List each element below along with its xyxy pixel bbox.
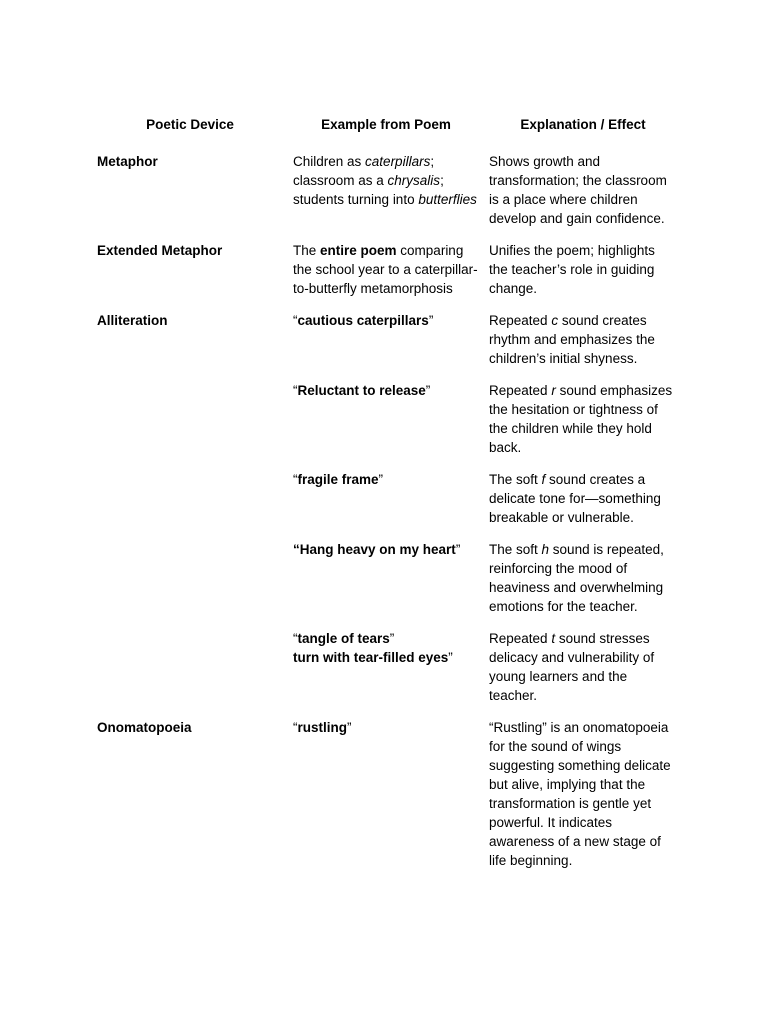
effect-cell: [484, 540, 682, 629]
device-cell: [92, 381, 288, 470]
text-segment: “Hang heavy on my heart: [293, 542, 456, 557]
text-segment: Repeated: [489, 383, 552, 398]
effect-cell: [484, 241, 682, 311]
text-segment: The soft: [489, 542, 542, 557]
device-cell: Alliteration: [97, 313, 168, 328]
table-row: [92, 381, 682, 470]
device-cell: Onomatopoeia: [97, 720, 192, 735]
text-segment: ; classroom as a: [293, 154, 435, 188]
device-cell: Metaphor: [97, 154, 158, 169]
text-segment: The soft: [489, 472, 542, 487]
example-cell: [288, 381, 484, 470]
text-segment: chrysalis: [387, 173, 441, 188]
text-segment: ; students turning into: [293, 173, 444, 207]
text-segment: h: [541, 542, 550, 557]
text-segment: “: [293, 472, 298, 487]
table-row: [92, 540, 682, 629]
header-row: [92, 115, 682, 152]
example-cell: [288, 540, 484, 629]
text-segment: ”: [378, 472, 384, 487]
text-segment: “: [293, 720, 298, 735]
text-segment: Children as: [293, 154, 366, 169]
text-segment: c: [551, 313, 559, 328]
device-cell: [92, 629, 288, 718]
header-example: Example from Poem: [321, 117, 451, 132]
effect-cell: [484, 152, 682, 241]
text-segment: ”: [347, 720, 352, 735]
text-segment: rustling: [297, 720, 347, 735]
table-body: [92, 152, 682, 883]
effect-cell: [484, 381, 682, 470]
text-segment: Unifies the poem; highlights the teacher’s role in guiding change.: [489, 243, 655, 296]
poetic-devices-table: [92, 115, 682, 883]
text-segment: butterflies: [418, 192, 477, 207]
text-segment: ”: [455, 542, 461, 557]
header-poetic-device: Poetic Device: [146, 117, 234, 132]
text-segment: “: [293, 383, 298, 398]
text-segment: ”: [425, 383, 431, 398]
device-cell: [92, 540, 288, 629]
device-cell: Extended Metaphor: [97, 243, 223, 258]
effect-cell: [484, 629, 682, 718]
table-header: [92, 115, 682, 152]
text-segment: sound stresses delicacy and vulnerability of young learners and the teacher.: [489, 631, 655, 703]
effect-cell: [484, 718, 682, 883]
example-cell: [288, 241, 484, 311]
text-segment: fragile frame: [297, 472, 379, 487]
table-row: [92, 470, 682, 540]
text-segment: Shows growth and transformation; the classroom is a place where children develop and gain confidence.: [489, 154, 667, 226]
text-segment: sound creates rhythm and emphasizes the children’s initial shyness.: [489, 313, 655, 366]
text-segment: The: [293, 243, 321, 258]
text-segment: cautious caterpillars: [297, 313, 429, 328]
text-segment: sound emphasizes the hesitation or tightness of the children while they hold back.: [489, 383, 673, 455]
table-row: [92, 718, 682, 883]
example-cell: [288, 152, 484, 241]
text-segment: “: [293, 313, 298, 328]
text-segment: sound is repeated, reinforcing the mood of heaviness and overwhelming emotions for the teacher.: [489, 542, 664, 614]
text-segment: comparing the school year to a caterpillar-to-butterfly metamorphosis: [293, 243, 478, 296]
text-segment: r: [551, 383, 556, 398]
example-cell: [288, 718, 484, 883]
example-cell: [288, 470, 484, 540]
text-segment: sound creates a delicate tone for—something breakable or vulnerable.: [489, 472, 661, 525]
text-segment: “: [293, 631, 298, 646]
text-segment: Repeated: [489, 631, 552, 646]
text-segment: f: [541, 472, 546, 487]
table-row: [92, 311, 682, 381]
text-segment: entire poem: [320, 243, 397, 258]
device-cell: [92, 470, 288, 540]
text-segment: “Rustling” is an onomatopoeia for the sound of wings suggesting something delicate but alive, implying that the transformation is gentle yet powerful. It indicates awareness of a new stage of life beginning.: [489, 720, 671, 868]
text-segment: tangle of tears: [297, 631, 390, 646]
text-segment: Reluctant to release: [297, 383, 426, 398]
example-cell: [288, 311, 484, 381]
header-explanation: Explanation / Effect: [520, 117, 646, 132]
text-segment: turn with tear-filled eyes: [293, 650, 449, 665]
text-segment: t: [551, 631, 556, 646]
table-row: [92, 152, 682, 241]
table-row: [92, 629, 682, 718]
text-segment: ”: [448, 650, 453, 665]
text-segment: Repeated: [489, 313, 552, 328]
text-segment: ”: [389, 631, 395, 646]
example-cell: [288, 629, 484, 718]
effect-cell: [484, 311, 682, 381]
table-row: [92, 241, 682, 311]
effect-cell: [484, 470, 682, 540]
text-segment: caterpillars: [365, 154, 431, 169]
text-segment: ”: [428, 313, 434, 328]
